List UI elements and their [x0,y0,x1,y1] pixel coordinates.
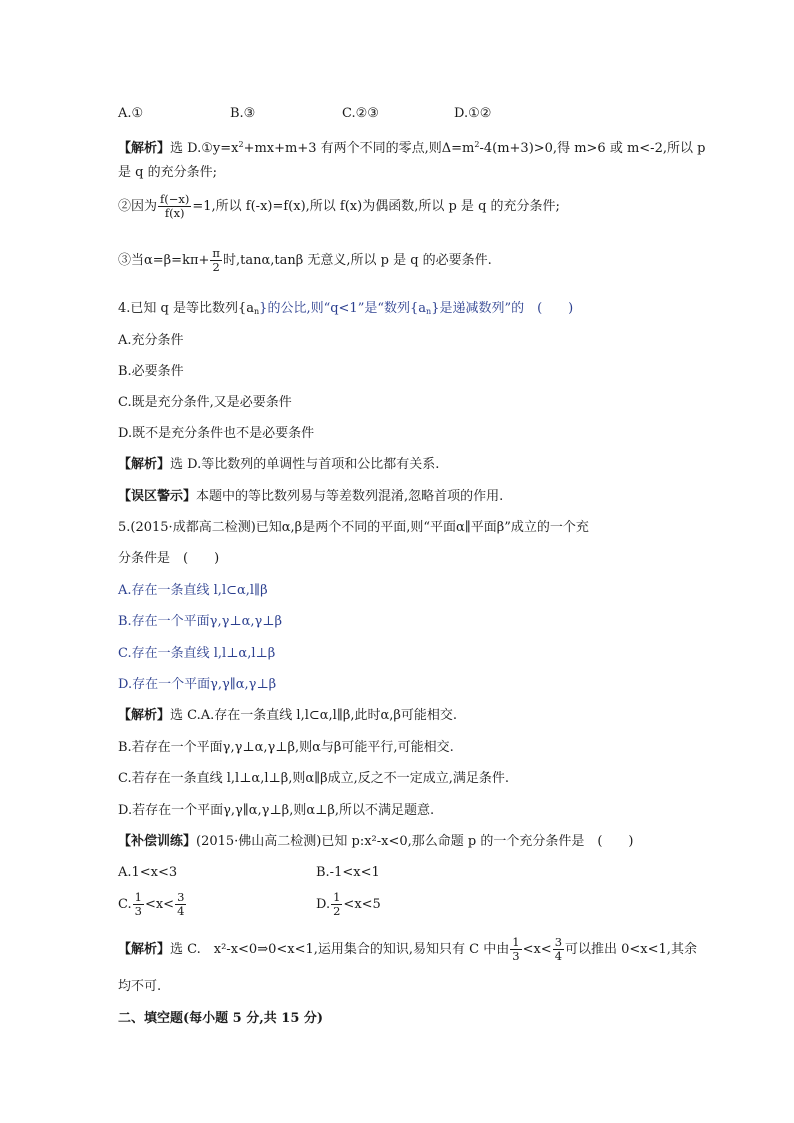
supp-analysis-line2: 均不可. [118,979,162,994]
supp-option-d: D. $\frac{1}{2}$ <x<5 [316,890,381,918]
q3-analysis-line3: ②因为 $\frac{f(-x)}{f(x)}$ =1,所以 f(-x)=f(x),所以 f(x)为偶函数,所以 p 是 q 的充分条件; [118,192,560,220]
q5-stem-line2: 分条件是 ( ) [118,551,220,566]
q4-option-d: D.既不是充分条件也不是必要条件 [118,426,315,441]
q5-option-c: C.存在一条直线 l,l⊥α,l⊥β [118,646,276,661]
q5-stem-line1: 5.(2015·成都高二检测)已知α,β是两个不同的平面,则“平面α∥平面β”成立的一个充 [118,520,589,535]
analysis-tag: 【解析】 [118,708,171,723]
section-heading: 二、填空题(每小题 5 分,共 15 分) [118,1011,324,1026]
q4-option-a: A.充分条件 [118,333,184,348]
q5-option-b: B.存在一个平面γ,γ⊥α,γ⊥β [118,614,283,629]
fraction: $\frac{3}{4}$ [177,890,185,918]
fraction: $\frac{f(-x)}{f(x)}$ [160,192,190,220]
fraction: $\frac{1}{2}$ [333,890,341,918]
q3-analysis-line1: 【解析】选 $D.①y=x^2+mx+m+3$ 有两个不同的零点,则$\Delta=m^2-4(m+3)>0$,得 m>6 或 m<-2,所以 p [118,140,706,156]
q4-analysis: 【解析】选 D.等比数列的单调性与首项和公比都有关系. [118,457,440,472]
warning-tag: 【误区警示】 [118,489,197,504]
fraction: $\frac{1}{3}$ [512,935,520,963]
q3-option-b: B.③ [230,106,256,121]
analysis-tag: 【解析】 [118,942,171,957]
q5-option-a: A.存在一条直线 l,l⊂α,l∥β [118,583,268,598]
q4-option-c: C.既是充分条件,又是必要条件 [118,395,292,410]
fraction: $\frac{1}{3}$ [134,890,142,918]
q3-option-a: A.① [118,106,144,121]
q4-stem: 4.已知 q 是等比数列$\{a_n\}$的公比,则“q<1”是“数列$\{a_n\}$是递减数列”的 ( ) [118,301,574,316]
supp-option-b: B.-1<x<1 [316,865,380,880]
q4-option-b: B.必要条件 [118,364,184,379]
supp-option-c: C. $\frac{1}{3}$ <x< $\frac{3}{4}$ [118,890,185,918]
q3-option-d: D.①② [454,106,492,121]
analysis-tag: 【解析】 [118,457,171,472]
q3-analysis-line4: ③当α=β=kπ+ $\frac{\pi}{2}$ 时,tanα,tanβ 无意义,所以 p 是 q 的必要条件. [118,246,492,274]
q5-analysis-line1: 【解析】选 C.A.存在一条直线 l,l⊂α,l∥β,此时α,β可能相交. [118,708,458,723]
analysis-tag: 【解析】 [118,141,171,156]
fraction: $\frac{3}{4}$ [554,935,563,963]
supp-stem: 【补偿训练】(2015·佛山高二检测)已知 p:x²-x<0,那么命题 p 的一个充分条件是 ( ) [118,834,634,849]
q3-analysis-line2: 是 q 的充分条件; [118,165,217,180]
q5-option-d: D.存在一个平面γ,γ∥α,γ⊥β [118,677,277,692]
supp-tag: 【补偿训练】 [118,834,197,849]
q3-option-c: C.②③ [342,106,379,121]
q5-analysis-line2: B.若存在一个平面γ,γ⊥α,γ⊥β,则α与β可能平行,可能相交. [118,740,454,755]
fraction: $\frac{\pi}{2}$ [212,246,220,274]
supp-analysis-line1: 【解析】选 C. x²-x<0⇒0<x<1,运用集合的知识,易知只有 C 中由 $\frac{1}{3}$ <x< $\frac{3}{4}$ 可以推出 0<x<1,其余 [118,935,697,963]
q5-analysis-line3: C.若存在一条直线 l,l⊥α,l⊥β,则α∥β成立,反之不一定成立,满足条件. [118,771,510,786]
q5-analysis-line4: D.若存在一个平面γ,γ∥α,γ⊥β,则α⊥β,所以不满足题意. [118,803,435,818]
supp-option-a: A.1<x<3 [118,865,178,880]
q4-warning: 【误区警示】本题中的等比数列易与等差数列混淆,忽略首项的作用. [118,489,504,504]
